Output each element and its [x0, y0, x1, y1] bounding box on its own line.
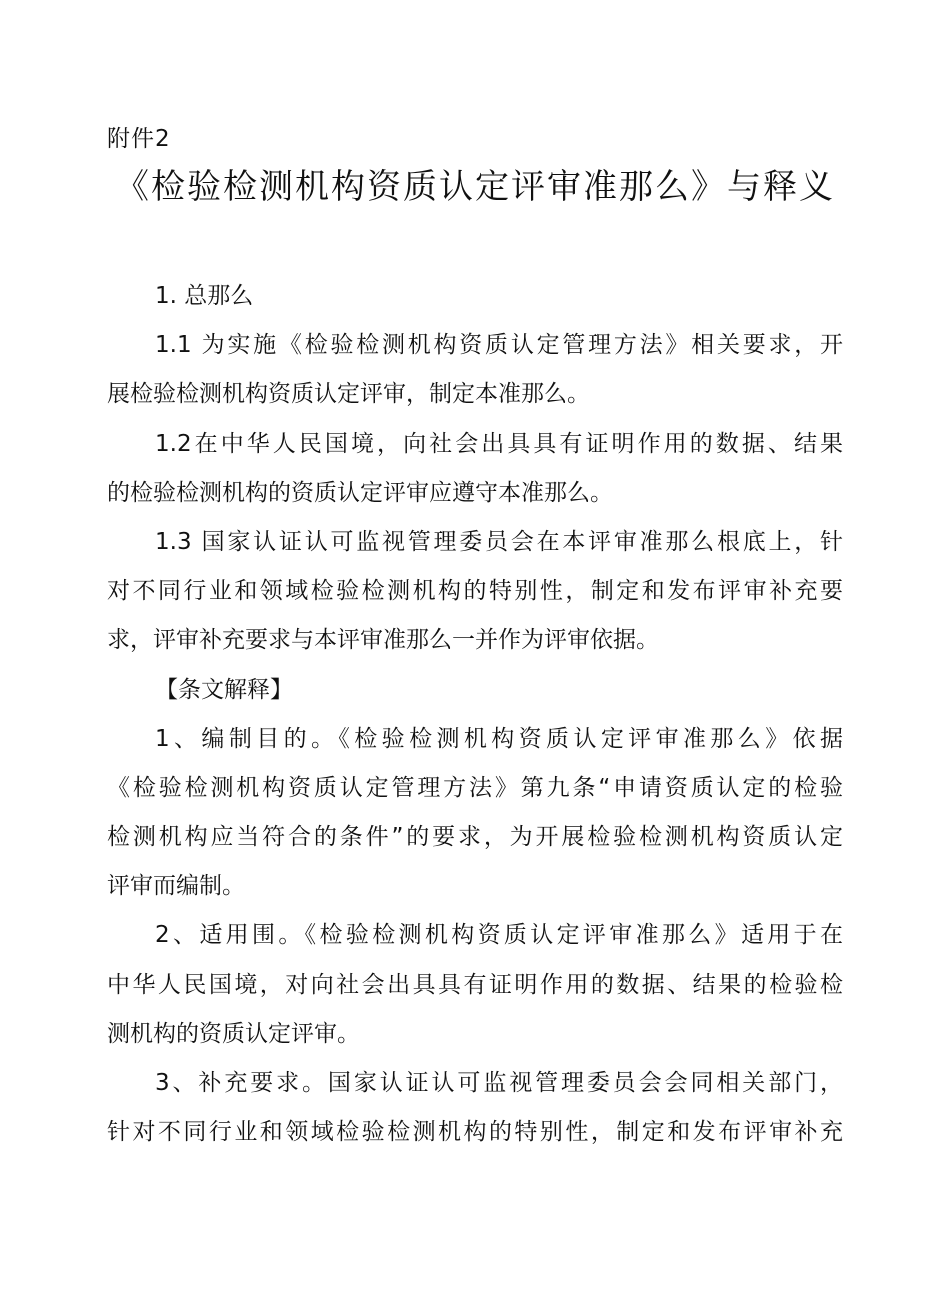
body-line: 1、编制目的。《检验检测机构资质认定评审准那么》依据 [155, 725, 843, 752]
body-line: 《检验检测机构资质认定管理方法》第九条“申请资质认定的检验 [107, 774, 843, 801]
body-line: 中华人民国境，对向社会出具具有证明作用的数据、结果的检验检 [107, 971, 843, 998]
body-line: 求，评审补充要求与本评审准那么一并作为评审依据。 [107, 627, 659, 654]
document-body [107, 272, 843, 1157]
body-line: 展检验检测机构资质认定评审，制定本准那么。 [107, 381, 590, 408]
document-title: 《检验检测机构资质认定评审准那么》与释义 [115, 167, 835, 207]
body-line: 【条文解释】 [155, 676, 293, 703]
attachment-label: 附件2 [107, 126, 171, 152]
body-line: 针对不同行业和领域检验检测机构的特别性，制定和发布评审补充 [107, 1119, 843, 1146]
body-line: 评审而编制。 [107, 873, 245, 900]
body-line: 检测机构应当符合的条件”的要求，为开展检验检测机构资质认定 [107, 824, 843, 851]
body-line: 1. 总那么 [155, 283, 254, 309]
body-line: 1.1 为实施《检验检测机构资质认定管理方法》相关要求，开 [155, 332, 843, 359]
body-line: 2、适用围。《检验检测机构资质认定评审准那么》适用于在 [155, 922, 843, 949]
body-line: 的检验检测机构的资质认定评审应遵守本准那么。 [107, 479, 613, 506]
body-line: 3、补充要求。国家认证认可监视管理委员会会同相关部门， [155, 1070, 843, 1096]
body-line: 1.2在中华人民国境，向社会出具具有证明作用的数据、结果 [155, 430, 843, 457]
body-line: 测机构的资质认定评审。 [107, 1020, 360, 1047]
body-line: 对不同行业和领域检验检测机构的特别性，制定和发布评审补充要 [107, 578, 843, 605]
body-line: 1.3 国家认证认可监视管理委员会在本评审准那么根底上，针 [155, 528, 843, 555]
